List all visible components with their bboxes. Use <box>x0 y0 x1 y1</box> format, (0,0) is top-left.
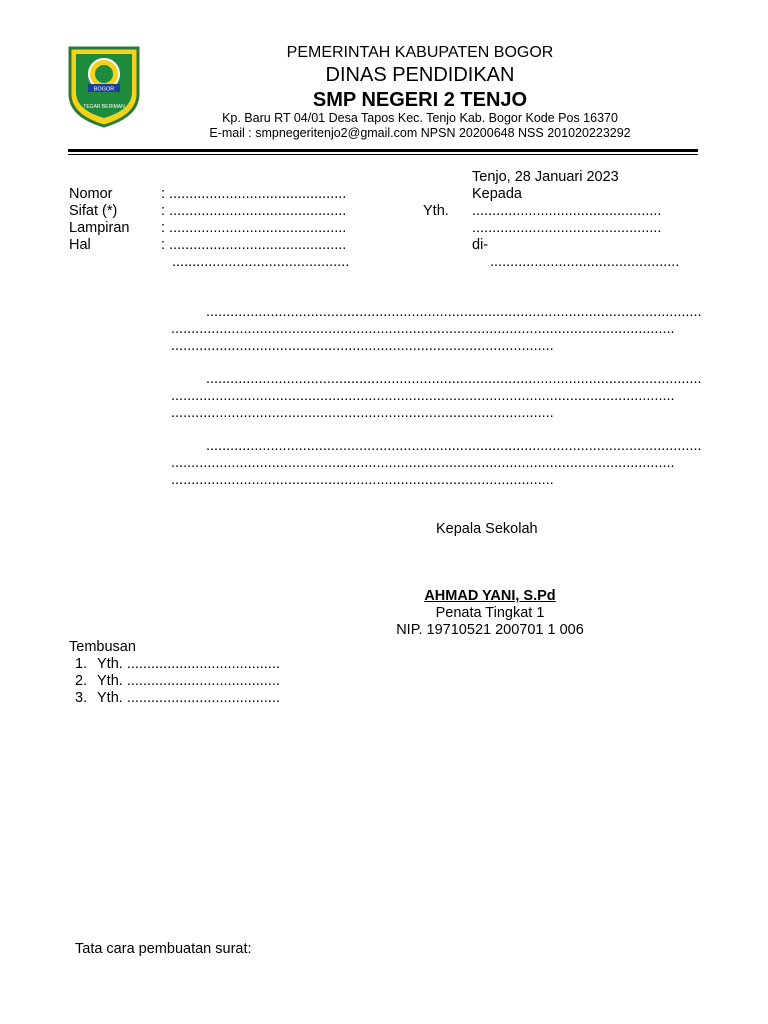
logo-motto-text: TEGAR BERIMAN <box>83 104 125 110</box>
logo-banner-text: BOGOR <box>93 86 115 93</box>
signature-nip: NIP. 19710521 200701 1 006 <box>396 622 584 638</box>
body-p3-line1: ........................................................................................................................... <box>206 438 702 454</box>
recipient-dots-3: ............................................... <box>490 254 680 270</box>
field-label-hal: Hal <box>69 237 91 253</box>
header-rule-thick <box>68 149 698 152</box>
body-p2-line2: ............................................................................................................................. <box>171 388 675 404</box>
tembusan-item-2-text: Yth. ...................................... <box>97 673 280 689</box>
recipient-dots-1: ............................................... <box>472 203 662 219</box>
field-value-hal: : ............................................ <box>161 237 347 253</box>
letter-date: Tenjo, 28 Januari 2023 <box>472 169 619 185</box>
recipient-yth: Yth. <box>423 203 449 219</box>
field-label-nomor: Nomor <box>69 186 113 202</box>
field-label-lampiran: Lampiran <box>69 220 130 236</box>
body-p1-line1: ........................................................................................................................... <box>206 304 702 320</box>
school-contact: E-mail : smpnegeritenjo2@gmail.com NPSN 20200648 NSS 201020223292 <box>209 126 631 140</box>
tembusan-heading: Tembusan <box>69 639 136 655</box>
body-p2-line1: ........................................................................................................................... <box>206 371 702 387</box>
recipient-dots-2: ............................................... <box>472 220 662 236</box>
recipient-di: di- <box>472 237 489 253</box>
footer-note: Tata cara pembuatan surat: <box>75 941 252 957</box>
tembusan-item-1-num: 1. <box>75 656 88 672</box>
agency-name: DINAS PENDIDIKAN <box>325 64 515 86</box>
field-value-lampiran: : ............................................ <box>161 220 347 236</box>
field-value-nomor: : ............................................ <box>161 186 347 202</box>
body-p1-line2: ............................................................................................................................. <box>171 321 675 337</box>
tembusan-item-1-text: Yth. ...................................... <box>97 656 280 672</box>
tembusan-item-3-text: Yth. ...................................... <box>97 690 280 706</box>
school-logo <box>66 44 142 128</box>
body-p2-line3: ............................................................................................... <box>171 405 554 421</box>
body-p1-line3: ............................................................................................... <box>171 338 554 354</box>
body-p3-line3: ............................................................................................... <box>171 472 554 488</box>
body-p3-line2: ............................................................................................................................. <box>171 455 675 471</box>
school-name: SMP NEGERI 2 TENJO <box>312 89 528 111</box>
recipient-kepada: Kepada <box>472 186 522 202</box>
field-value-sifat: : ............................................ <box>161 203 347 219</box>
school-address: Kp. Baru RT 04/01 Desa Tapos Kec. Tenjo Kab. Bogor Kode Pos 16370 <box>222 111 618 125</box>
signature-rank: Penata Tingkat 1 <box>435 605 545 621</box>
field-label-sifat: Sifat (*) <box>69 203 118 219</box>
signature-name: AHMAD YANI, S.Pd <box>424 588 556 604</box>
government-name: PEMERINTAH KABUPATEN BOGOR <box>286 44 554 61</box>
tembusan-item-2-num: 2. <box>75 673 88 689</box>
header-rule-thin <box>68 154 698 155</box>
field-hal-continuation: ............................................ <box>172 254 350 270</box>
tembusan-item-3-num: 3. <box>75 690 88 706</box>
signature-title: Kepala Sekolah <box>436 521 538 537</box>
